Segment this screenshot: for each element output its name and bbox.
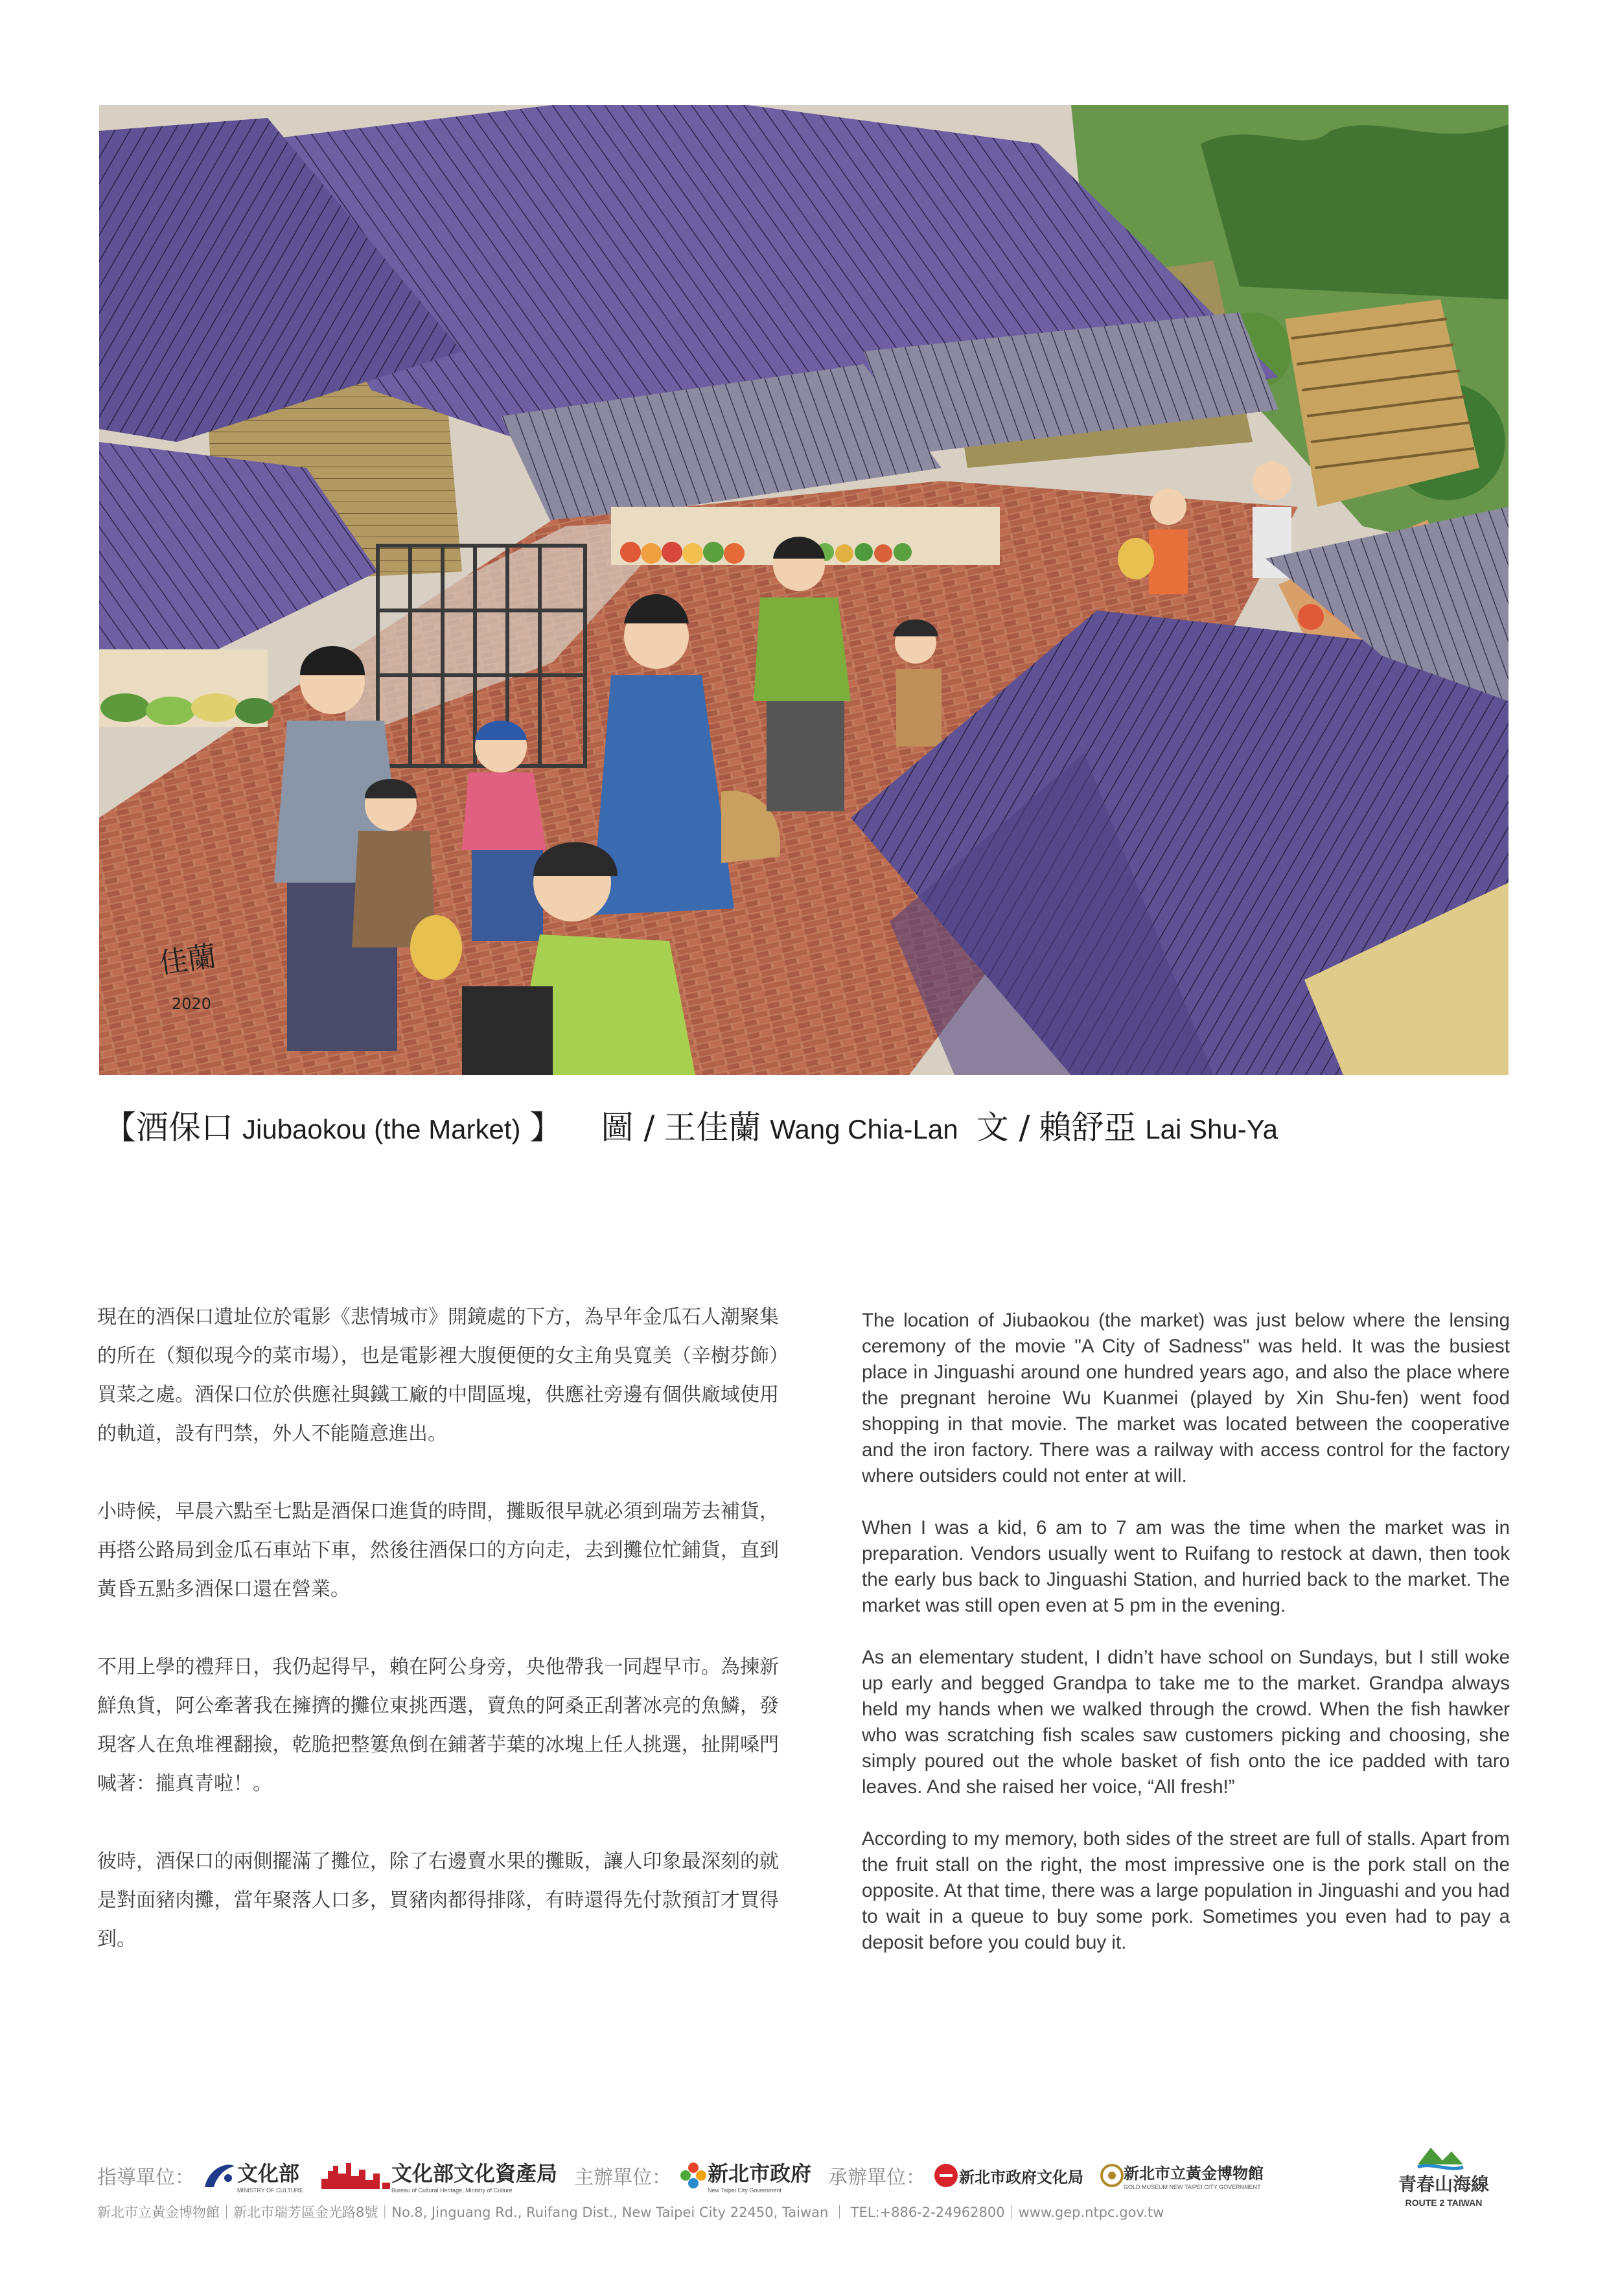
caption-open-bracket: 【 [104,1109,136,1146]
route2-logo-text: 青春山海線 [1398,2174,1490,2195]
route2-taiwan-logo [1379,2139,1509,2216]
boch-skyline-icon [320,2161,391,2190]
executor-label: 承辦單位： [828,2166,926,2189]
gold-museum-logo [1100,2161,1264,2190]
culture-bureau-logo-text: 新北市政府文化局 [959,2168,1084,2186]
ntpc-flower-icon [679,2161,708,2190]
zh-paragraph: 現在的酒保口遺址位於電影《悲情城市》開鏡處的下方，為早年金瓜石人潮聚集的所在（類似現今的菜市場），也是電影裡大腹便便的女主角吳寬美（辛樹芬飾）買菜之處。酒保口位於供應社與鐵工廠的中間區塊，供應社旁邊有個供廠域使用的軌道，設有門禁，外人不能隨意進出。 [97,1306,779,1445]
watercolor-painting [99,105,1509,1075]
guidance-label: 指導單位： [97,2166,194,2189]
ntpc-logo-text: 新北市政府 [708,2161,812,2186]
gold-museum-emblem-icon [1100,2164,1124,2187]
writer-name-en: Lai Shu-Ya [1145,1114,1278,1144]
zh-paragraph: 小時候，早晨六點至七點是酒保口進貨的時間，攤販很早就必須到瑞芳去補貨，再搭公路局到金瓜石車站下車，然後往酒保口的方向走，去到攤位忙鋪貨，直到黃昏五點多酒保口還在營業。 [97,1500,779,1601]
en-paragraph: According to my memory, both sides of the street are full of stalls. Apart from the fruit stall on the right, the most impressive one is the pork stall on the opposite. At that time, there was a large population in Jinguashi and you had to wait in a queue to buy some pork. Sometimes you even had to pay a deposit before you could buy it. [862,1828,1510,1953]
gold-museum-logo-sub: GOLD MUSEUM NEW TAIPEI CITY GOVERNMENT [1124,2184,1261,2190]
market-illustration [99,105,1509,1075]
zh-paragraph: 彼時，酒保口的兩側擺滿了攤位，除了右邊賣水果的攤販，讓人印象最深刻的就是對面豬肉攤，當年聚落人口多，買豬肉都得排隊，有時還得先付款預訂才買得到。 [97,1850,779,1951]
english-text-column [862,1308,1510,1982]
writer-label: 文 / [976,1109,1030,1146]
caption-title-en: Jiubaokou (the Market) [242,1114,521,1144]
artwork-caption [104,1102,1529,1160]
ntpc-logo-sub: New Taipei City Government [708,2187,781,2194]
illustrator-label: 圖 / [601,1109,655,1146]
ntpc-culture-bureau-logo [933,2163,1083,2188]
moc-logo-text: 文化部 [237,2161,300,2186]
route2-logo-sub: ROUTE 2 TAIWAN [1405,2197,1483,2208]
gold-museum-logo-text: 新北市立黃金博物館 [1124,2164,1264,2183]
illustrator-name-zh: 王佳蘭 [664,1109,761,1146]
zh-paragraph: 不用上學的禮拜日，我仍起得早，賴在阿公身旁，央他帶我一同趕早市。為揀新鮮魚貨，阿公牽著我在擁擠的攤位東挑西選，賣魚的阿桑正刮著冰亮的魚鱗，發現客人在魚堆裡翻撿，乾脆把整簍魚倒在鋪著芋葉的冰塊上任人挑選，扯開嗓門喊著：攏真青啦！。 [97,1656,779,1795]
moc-emblem-icon [202,2161,237,2190]
artist-signature: 佳蘭 [157,940,218,980]
en-paragraph: When I was a kid, 6 am to 7 am was the time when the market was in preparation. Vendors usually went to Ruifang to restock at dawn, then took the early bus back to Jinguashi Station, and hurried back to the market. The market was still open even at 5 pm in the evening. [862,1517,1510,1616]
en-paragraph: The location of Jiubaokou (the market) was just below where the lensing ceremony of the movie "A City of Sadness" was held. It was the busiest place in Jinguashi around one hundred years ago, and also the place where the pregnant heroine Wu Kuanmei (played by Xin Shu-fen) went food shopping in that movie. The market was located between the cooperative and the iron factory. There was a railway with access control for the factory where outsiders could not enter at will. [862,1310,1510,1487]
route2-mountain-sea-icon [1379,2139,1509,2216]
sponsor-bar [97,2153,1523,2198]
illustrator-name-en: Wang Chia-Lan [770,1114,958,1144]
caption-title-zh: 酒保口 [136,1109,233,1146]
boch-logo-sub: Bureau of Cultural Heritage, Ministry of Culture [391,2187,513,2194]
ntpc-logo [679,2157,811,2194]
culture-bureau-circle-icon [933,2163,959,2188]
organizer-label: 主辦單位： [574,2166,672,2189]
moc-logo-sub: MINISTRY OF CULTURE [237,2187,304,2194]
footer-address: 新北市立黃金博物館｜新北市瑞芳區金光路8號｜No.8, Jinguang Rd., Ruifang Dist., New Taipei City 22450, Taiwan ｜ TEL:+886-2-24962800｜www.gep.ntpc.gov.tw [97,2205,1164,2220]
boch-logo [320,2157,557,2194]
en-paragraph: As an elementary student, I didn’t have school on Sundays, but I still woke up early and begged Grandpa to take me to the market. Grandpa always held my hands when we walked through the crowd. When the fish hawker who was scratching fish scales saw customers picking and choosing, she simply poured out the whole basket of fish onto the ice padded with taro leaves. And she raised her voice, “All fresh!” [862,1647,1510,1798]
figure-woman-orange [893,620,942,747]
writer-name-zh: 賴舒亞 [1039,1109,1137,1146]
caption-close-bracket: 】 [529,1109,562,1146]
ministry-of-culture-logo [202,2157,303,2194]
chinese-text-column [97,1298,779,1998]
boch-logo-text: 文化部文化資產局 [391,2161,558,2186]
artist-year: 2020 [172,995,212,1013]
